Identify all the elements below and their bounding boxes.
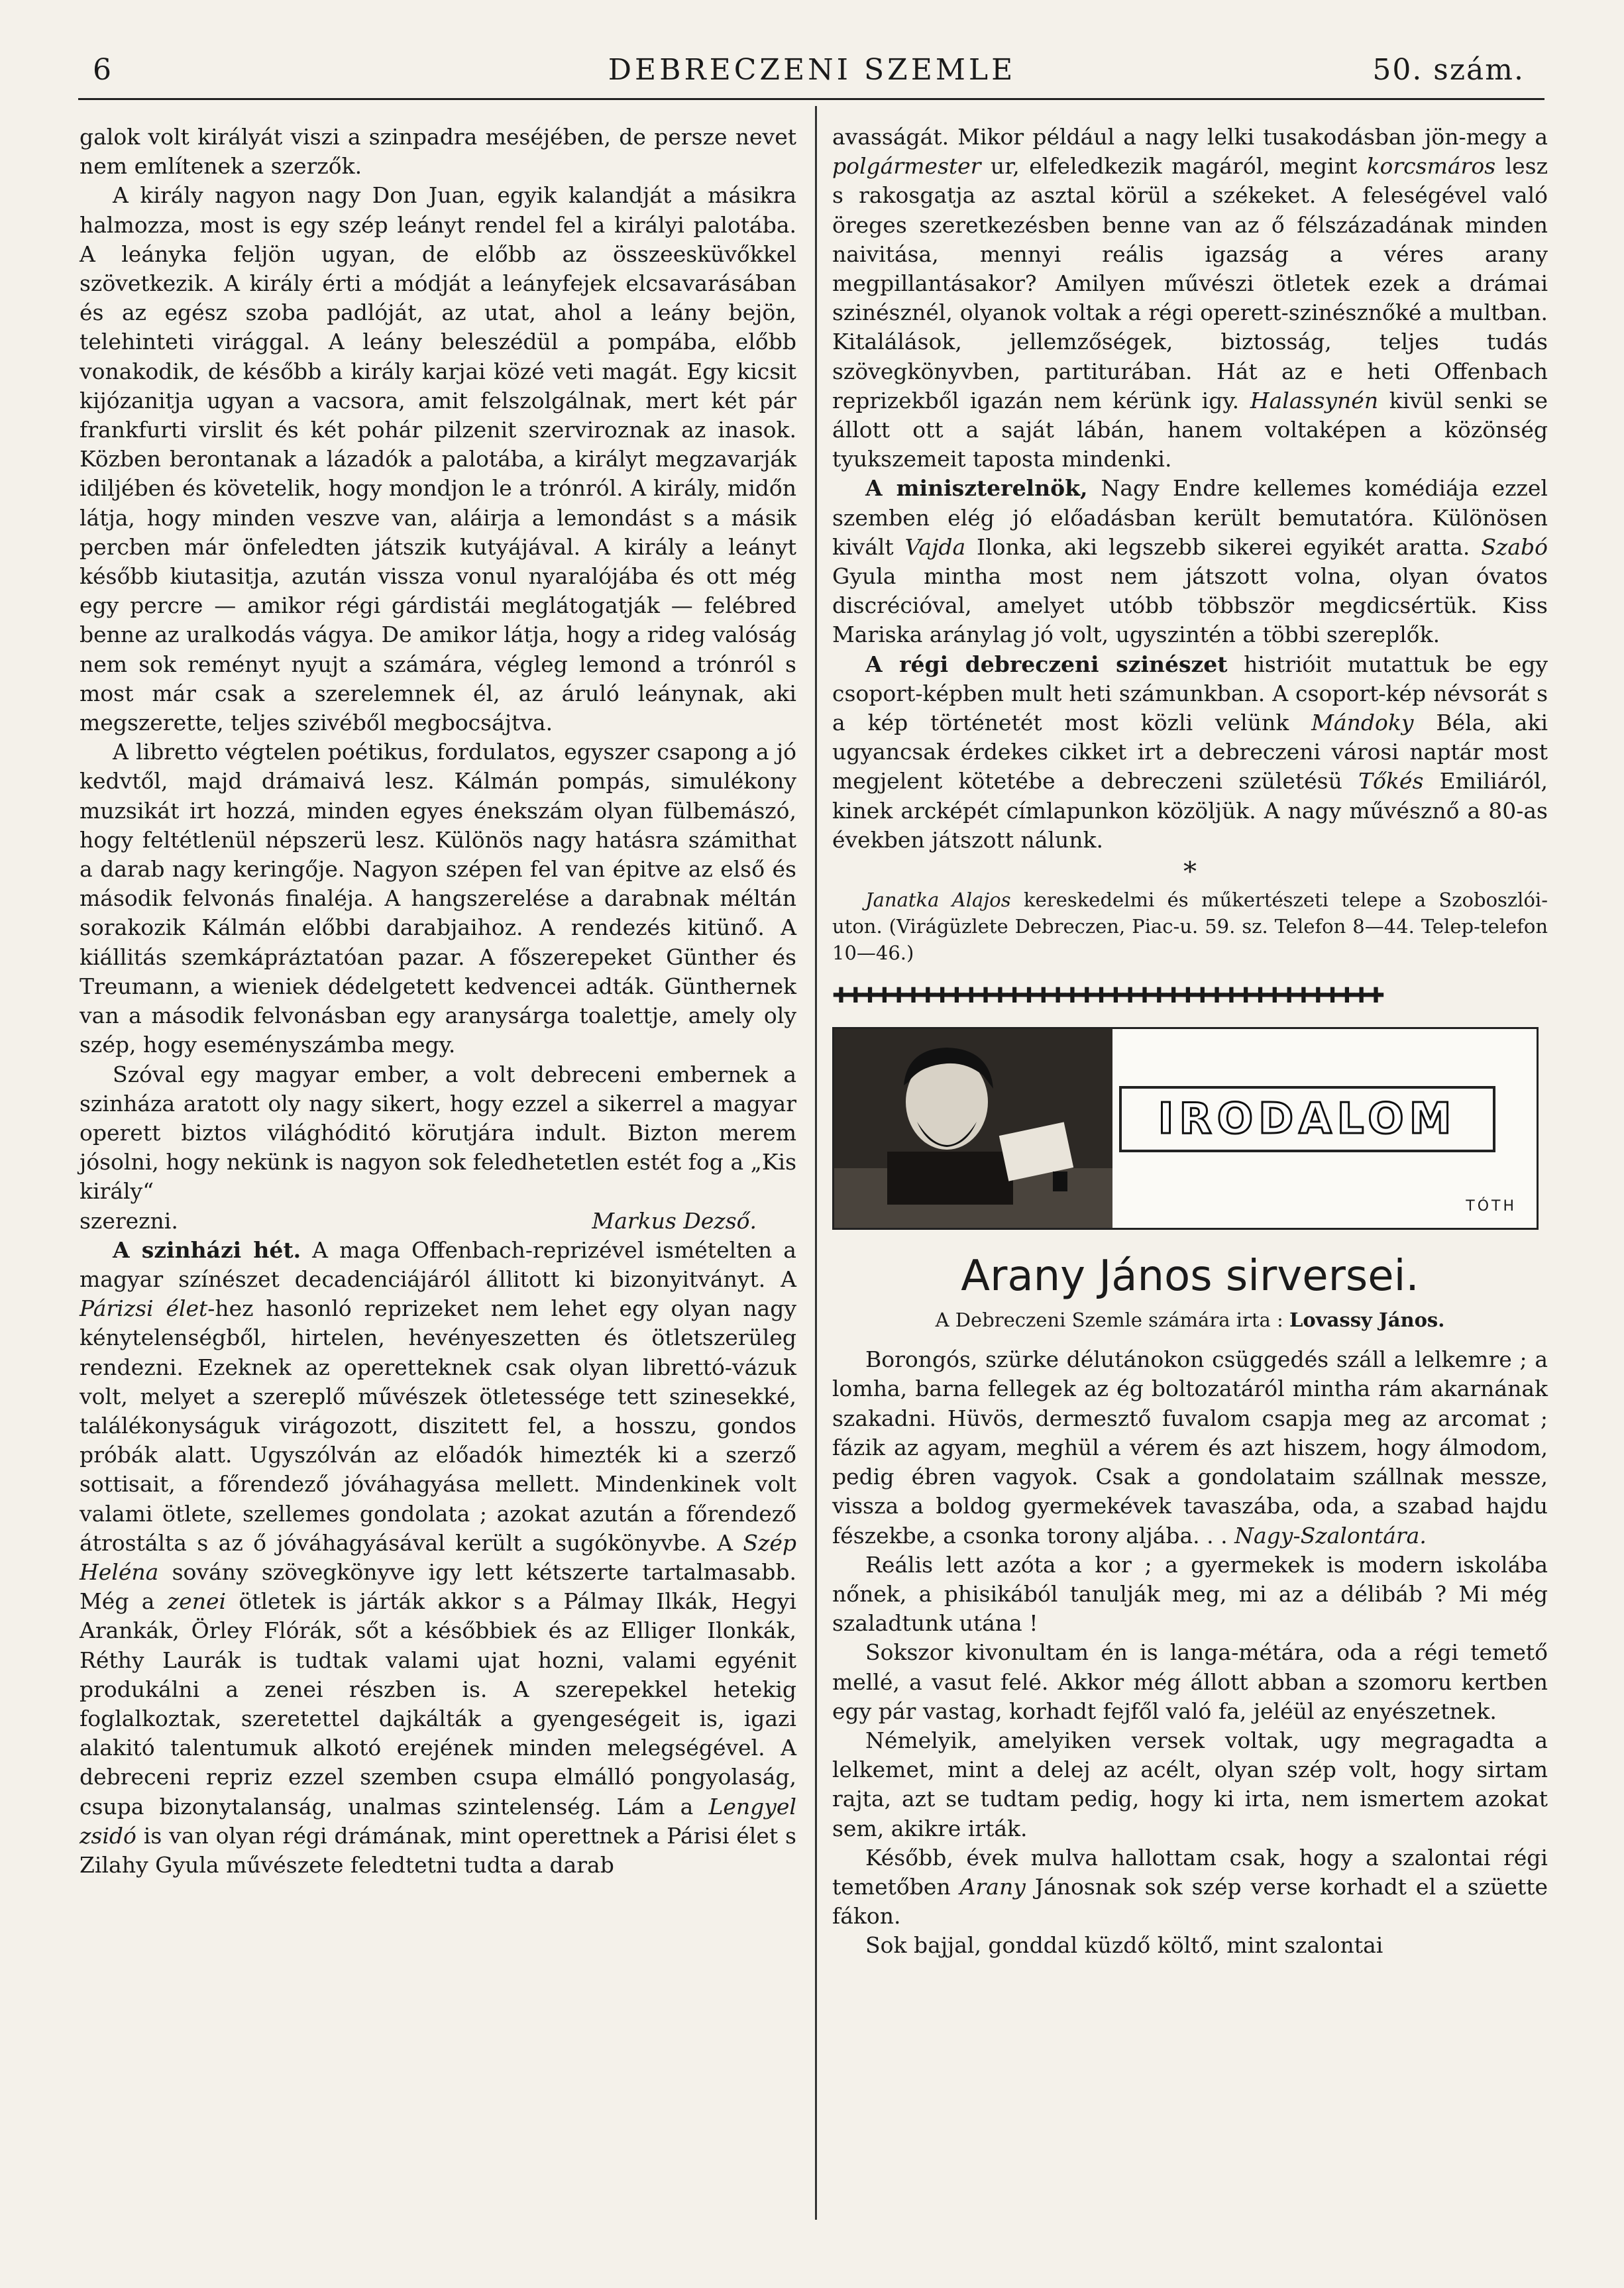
text-run: Később, évek mulva hallottam csak, hogy a szalontai régi temetőben (832, 1844, 1548, 1900)
text-run: A maga Offenbach-reprizével ismételten a magyar színészet decadenciájáról állitott ki bizonyitványt. A (80, 1236, 796, 1292)
article-byline (832, 1307, 1548, 1333)
text-run: lesz s rakosgatja az asztal körül a székeket. A feleségével való öreges szeretkezésben benne van az ő félszázadának minden naivitása, mennyi reális igazság a véres arany megpillantásakor? Amilyen művészi ötletek ezek a drámai szinésznél, olyanok voltak a régi operett-szinésznőké a multban. Kitalálások, jellemzőségek, biztosság, teljes tudás szövegkönyvben, partiturában. Hát az e heti Offenbach reprizekből igazán nem kérünk igy. (832, 153, 1548, 413)
text-run: ötletek is járták akkor s a Pálmay Ilkák, Hegyi Arankák, Örley Flórák, sőt a későbbiek és az Elliger Ilonkák, Réthy Laurák is tudtak valami ujat hozni, valami egyénit produkálni a zenei részben is. A szerepekkel hetekig foglalkoztak, szeretettel dajkálták a gyengeségeit is, igazi alakitó talentumuk alkotó erejének minden melegségével. A debreceni repriz ezzel szemben csupa elmálló pongyolaság, csupa bizonytalanság, unalmas szintelenség. Lám a (80, 1588, 796, 1820)
italic-name: Szabó (1481, 533, 1548, 560)
header-rule (78, 98, 1544, 100)
italic-name: Vajda (904, 533, 966, 560)
text-run: Gyula mintha most nem játszott volna, olyan óvatos discrécióval, amelyet utóbb többször megdicsértük. Kiss Mariska aránylag jó volt, ugyszintén a többi szereplők. (832, 563, 1548, 648)
section-lead: A szinházi hét. (113, 1236, 301, 1263)
italic-title: Párizsi élet (80, 1295, 208, 1322)
literature-heading: IRODALOM (1119, 1086, 1495, 1152)
paragraph: Szóval egy magyar ember, a volt debreceni embernek a szinháza aratott oly nagy sikert, hogy ezzel a sikerrel a magyar operett biztos világhóditó körutjára indult. Bizton merem jósolni, hogy nekünk is nagyon sok feledhetetlen estét fog a „Kis király“ (80, 1061, 796, 1205)
journal-title: DEBRECZENI SZEMLE (608, 53, 1016, 87)
italic-title: Szép Heléna (80, 1529, 796, 1585)
text-run: avasságát. Mikor például a nagy lelki tusakodásban jön-megy a (832, 124, 1548, 150)
paragraph (832, 1843, 1548, 1932)
paragraph (832, 474, 1548, 649)
italic-word: zenei (167, 1588, 227, 1615)
paragraph (80, 1236, 796, 1880)
paragraph (832, 123, 1548, 474)
page-number: 6 (93, 53, 113, 87)
italic-place: Nagy-Szalontára. (1234, 1522, 1427, 1549)
paragraph: A libretto végtelen poétikus, fordulatos, egyszer csapong a jó kedvtől, majd drámaivá lesz. Kálmán pompás, simulékony muzsikát irt hozzá, minden egyes énekszám olyan fülbemászó, hogy feltétlenül népszerü lesz. Különös nagy hatásra számithat a darab nagy keringője. Nagyon szépen fel van épitve az első és második felvonás finaléja. A hangszerelése a darabnak méltán sorakozik Kálmán előbbi darabjaihoz. A rendezés kitünő. A kiállitás szemkápráztatóan pazar. A főszerepeket Günther és Treumann, a wieniek dédelgetett kedvencei adták. Günthernek van a második felvonásban egy aranysárga toalettje, amely oly szép, hogy eseményszámba megy. (80, 739, 796, 1058)
signature-line (80, 1207, 796, 1236)
text-run: Ilonka, aki legszebb sikerei egyikét aratta. (965, 533, 1482, 560)
italic-name: Mándoky (1311, 710, 1414, 736)
section-lead: A régi debreczeni szinészet (865, 651, 1228, 677)
section-separator-star: * (1183, 857, 1197, 888)
italic-word: polgármester (832, 153, 981, 180)
paragraph: Reális lett azóta a kor ; a gyermekek is modern iskolába nőnek, a phisikából tanulják meg, mi az a délibáb ? Mi még szaladtunk utána ! (832, 1551, 1548, 1637)
paragraph: A király nagyon nagy Don Juan, egyik kalandját a másikra halmozza, most is egy szép leányt rendel fel a királyi palotába. A leányka feljön ugyan, de előbb az összeesküvőkkel szövetkezik. A király érti a módját a leányfejek elcsavarásában és az egész szoba padlóját, az utat, ahol a leány bejön, telehinteti virággal. A leány beleszédül a pompába, előbb vonakodik, de később a király karjai közé veti magát. Egy kicsit kijózanitja ugyan a vacsora, amit felszolgálnak, mert két pár frankfurti virslit és két pohár pilzenit szerviroznak az inasok. Közben berontanak a lázadók a palotába, a királyt megzavarják idiljében és követelik, hogy mondjon le a trónról. A király, midőn látja, hogy minden veszve van, aláirja a lemondást s a másik percben már önfeledten játszik kutyájával. A király a leányt később kiutasitja, azután vissza vonul nyaralójába és ott még egy percre — amikor régi gárdistái meglátogatják — felébred benne az uralkodás vágya. De amikor látja, hogy a rideg valóság nem sok reményt nyujt a számára, végleg lemond a trónról s most már csak a szerelemnek él, az áruló leánynak, aki megszerette, teljes szivéből megbocsájtva. (80, 182, 796, 736)
paragraph: Sok bajjal, gonddal küzdő költő, mint szalontai (865, 1932, 1383, 1959)
italic-name: Janatka Alajos (865, 889, 1011, 912)
paragraph (832, 650, 1548, 855)
column-divider (815, 106, 817, 2220)
italic-title: Lengyel zsidó (80, 1793, 796, 1849)
paragraph: galok volt királyát viszi a szinpadra meséjében, de persze nevet nem említenek a szerzők. (80, 124, 796, 180)
text-run: is van olyan régi drámának, mint operettnek a Párisi élet s Zilahy Gyula művészete feledtetni tudta a darab (80, 1822, 796, 1878)
text-run: kivül senki se állott ott a saját lábán, hanem voltaképen a közönség tyukszemeit taposta mindenki. (832, 387, 1548, 472)
paragraph (832, 1345, 1548, 1550)
paragraph: Némelyik, amelyiken versek voltak, ugy megragadta a lelkemet, mint a delej az acélt, olyan szép volt, hogy sirtam rajta, azt se tudtam pedig, hogy ki irta, nem ismertem azokat sem, akikre irták. (832, 1727, 1548, 1841)
text-run: -hez hasonló reprizeket nem lehet egy olyan nagy kénytelenségből, hirtelen, hevényeszetten és ötletszerüleg rendezni. Ezeknek az operetteknek csak olyan librettó-vázuk volt, melyet a szereplő művészek ötletessége tett szinesekké, találékonyságuk virágozott, diszitett fel, a hosszu, gondos próbák alatt. Ugyszólván az előadók himezték ki a szerző sottisait, a főrendező jóváhagyása mellett. Mindenkinek volt valami ötlete, szellemes gondolata ; azokat azután a főrendező átrostálta s az ő jóváhagyásával került a sugókönyvbe. A (80, 1295, 796, 1556)
article-title: Arany János sirversei. (961, 1252, 1419, 1301)
advertisement (832, 887, 1548, 966)
text-run: kereskedelmi és műkertészeti telepe a Szoboszlói-uton. (Virágüzlete Debreczen, Piac-u. 59. sz. Telefon 8—44. Telep-telefon 10—46.) (832, 889, 1548, 965)
reading-man-illustration (834, 1029, 1112, 1228)
artist-signature: TÓTH (1466, 1198, 1517, 1215)
text-run: sovány szövegkönyve igy lett kétszerte tartalmasabb. Még a (80, 1558, 796, 1615)
text-run: Emiliáról, kinek arcképét címlapunkon közöljük. A nagy művésznő a 80-as években játszott nálunk. (832, 768, 1548, 853)
text-run: Nagy Endre kellemes komédiája ezzel szemben elég jó előadásban került bemutatóra. Különösen kivált (832, 475, 1548, 560)
text-run: ur, elfeledkezik magáról, megint (981, 153, 1367, 180)
italic-word: korcsmáros (1366, 153, 1496, 180)
text-run: Béla, aki ugyancsak érdekes cikket irt a debreczeni városi naptár most megjelent kötetébe a debreczeni születésü (832, 710, 1548, 794)
italic-name: Halassynén (1250, 387, 1379, 413)
author-signature: Markus Dezső. (592, 1207, 757, 1234)
issue-number: 50. szám. (1372, 53, 1525, 87)
paragraph-end: szerezni. (80, 1207, 178, 1234)
text-run: Jánosnak sok szép verse korhadt el a szüette fákon. (832, 1873, 1548, 1930)
left-column (80, 123, 796, 1880)
author-name: Lovassy János. (1289, 1309, 1445, 1332)
ornamental-cross-border: ✚✚✚✚✚✚✚✚✚✚✚✚✚✚✚✚✚✚✚✚✚✚✚✚✚✚✚✚✚✚✚✚✚✚✚✚✚✚ (832, 983, 1381, 1008)
italic-name: Arany (959, 1873, 1026, 1900)
illustration-drawing (834, 1029, 1112, 1228)
text-run: histrióit mutattuk be egy csoport-képben mult heti számunkban. A csoport-kép névsorát s a kép történetét most közli velünk (832, 651, 1548, 736)
right-column (832, 123, 1548, 1961)
literature-banner (832, 1027, 1539, 1230)
section-lead: A miniszterelnök, (865, 475, 1088, 502)
text-run: Borongós, szürke délutánokon csüggedés száll a lelkemre ; a lomha, barna fellegek az ég boltozatáról mintha rám akarnának szakadni. Hüvös, dermesztő fuvalom csapja meg az arcomat ; fázik az agyam, meghül a vérem és azt hiszem, hogy álmodom, pedig ébren vagyok. Csak a gondolataim szállnak messze, vissza a boldog gyermekévek tavaszába, oda, a szabad hajdu fészekbe, a csonka torony aljába. . . (832, 1346, 1548, 1549)
text-run: A Debreczeni Szemle számára irta : (935, 1309, 1290, 1332)
paragraph: Sokszor kivonultam én is langa-métára, oda a régi temető mellé, a vasut felé. Akkor még állott abban a szomoru kertben egy pár vastag, korhadt fejfől való fa, jeléül az enyészetnek. (832, 1639, 1548, 1724)
italic-name: Tőkés (1358, 768, 1424, 794)
